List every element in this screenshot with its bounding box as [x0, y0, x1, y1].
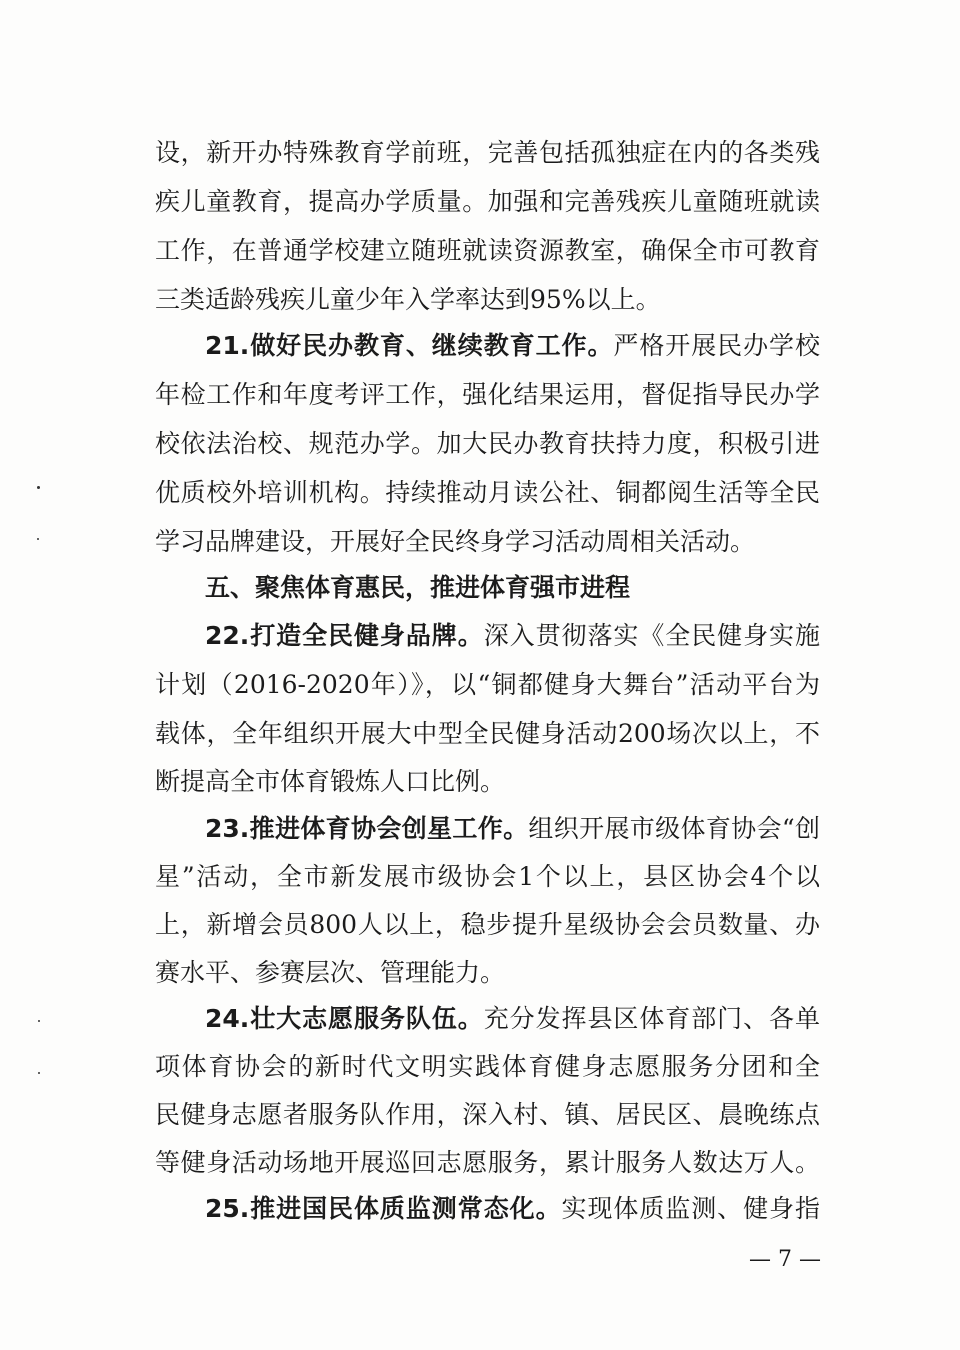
item-heading: 22.打造全民健身品牌。 — [205, 621, 484, 650]
paragraph-line: 计划（2016-2020年）》，以“铜都健身大舞台”活动平台为 — [155, 670, 820, 699]
paragraph-line: 项体育协会的新时代文明实践体育健身志愿服务分团和全 — [155, 1052, 820, 1081]
item-heading: 25.推进国民体质监测常态化。 — [205, 1194, 562, 1223]
scan-speck — [38, 1072, 40, 1074]
paragraph-line: 疾儿童教育，提高办学质量。加强和完善残疾儿童随班就读 — [155, 187, 820, 216]
item-heading: 21.做好民办教育、继续教育工作。 — [205, 331, 614, 360]
paragraph-line: 民健身志愿者服务队作用，深入村、镇、居民区、晨晚练点 — [155, 1100, 820, 1129]
item-heading: 24.壮大志愿服务队伍。 — [205, 1004, 484, 1033]
paragraph-line: 等健身活动场地开展巡回志愿服务，累计服务人数达万人。 — [155, 1148, 820, 1177]
paragraph-line: 上，新增会员800人以上，稳步提升星级协会会员数量、办 — [155, 910, 820, 939]
section-five-heading: 五、聚焦体育惠民，推进体育强市进程 — [205, 573, 631, 602]
item-heading: 23.推进体育协会创星工作。 — [205, 814, 529, 843]
paragraph-line: 赛水平、参赛层次、管理能力。 — [155, 958, 506, 987]
paragraph-line: 载体，全年组织开展大中型全民健身活动200场次以上，不 — [155, 719, 820, 748]
paragraph-line: 设，新开办特殊教育学前班，完善包括孤独症在内的各类残 — [155, 138, 820, 167]
section-25-title-line: 25.推进国民体质监测常态化。实现体质监测、健身指 — [205, 1194, 820, 1223]
paragraph-line: 三类适龄残疾儿童少年入学率达到95%以上。 — [155, 285, 661, 314]
scan-speck — [37, 538, 39, 540]
paragraph-line: 星”活动，全市新发展市级协会1个以上，县区协会4个以 — [155, 862, 820, 891]
section-22-title-line: 22.打造全民健身品牌。深入贯彻落实《全民健身实施 — [205, 621, 820, 650]
paragraph-line: 学习品牌建设，开展好全民终身学习活动周相关活动。 — [155, 527, 756, 556]
paragraph-line: 工作，在普通学校建立随班就读资源教室，确保全市可教育 — [155, 236, 820, 265]
section-24-title-line: 24.壮大志愿服务队伍。充分发挥县区体育部门、各单 — [205, 1004, 820, 1033]
section-21-title-line: 21.做好民办教育、继续教育工作。严格开展民办学校 — [205, 331, 820, 360]
paragraph-line: 校依法治校、规范办学。加大民办教育扶持力度，积极引进 — [155, 429, 820, 458]
paragraph-line: 优质校外培训机构。持续推动月读公社、铜都阅生活等全民 — [155, 478, 820, 507]
page-number: — 7 — — [749, 1247, 821, 1272]
paragraph-line: 年检工作和年度考评工作，强化结果运用，督促指导民办学 — [155, 380, 820, 409]
scan-speck — [38, 1020, 40, 1022]
section-23-title-line: 23.推进体育协会创星工作。组织开展市级体育协会“创 — [205, 814, 820, 843]
scan-speck — [37, 486, 40, 489]
paragraph-line: 断提高全市体育锻炼人口比例。 — [155, 767, 506, 796]
